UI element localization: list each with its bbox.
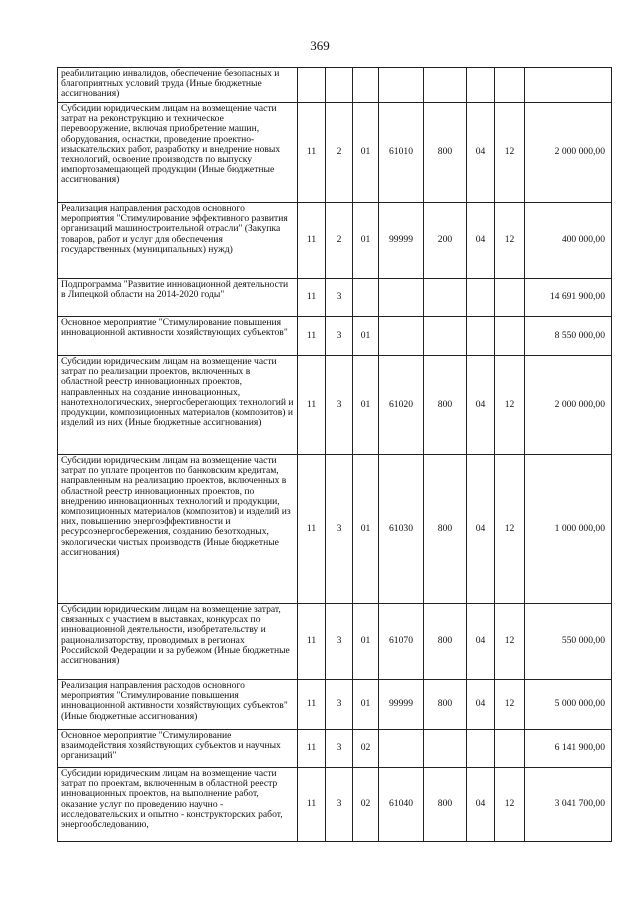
amount-cell: 550 000,00 bbox=[525, 604, 612, 680]
code-3-cell: 01 bbox=[353, 317, 379, 356]
code-5-cell bbox=[424, 279, 467, 317]
amount-cell: 6 141 900,00 bbox=[525, 730, 612, 768]
amount-cell: 5 000 000,00 bbox=[525, 680, 612, 730]
code-1-cell: 11 bbox=[298, 203, 326, 279]
code-4-cell: 99999 bbox=[379, 680, 424, 730]
code-2-cell: 3 bbox=[326, 455, 353, 604]
code-7-cell: 12 bbox=[495, 455, 525, 604]
code-5-cell bbox=[424, 730, 467, 768]
code-1-cell: 11 bbox=[298, 317, 326, 356]
budget-table bbox=[57, 67, 612, 842]
code-2-cell: 2 bbox=[326, 103, 353, 203]
code-6-cell bbox=[467, 730, 495, 768]
code-2-cell: 3 bbox=[326, 768, 353, 842]
code-6-cell: 04 bbox=[467, 455, 495, 604]
table-row bbox=[58, 604, 612, 680]
code-6-cell: 04 bbox=[467, 768, 495, 842]
code-5-cell: 800 bbox=[424, 356, 467, 455]
page-number: 369 bbox=[310, 38, 330, 53]
code-3-cell: 01 bbox=[353, 680, 379, 730]
code-2-cell bbox=[326, 68, 353, 103]
code-1-cell: 11 bbox=[298, 455, 326, 604]
code-7-cell: 12 bbox=[495, 680, 525, 730]
name-cell: Реализация направления расходов основного мероприятия "Стимулирование повышения инновационной активности хозяйствующих субъектов" (Иные бюджетные ассигнования) bbox=[58, 680, 298, 730]
table-row bbox=[58, 279, 612, 317]
code-1-cell bbox=[298, 68, 326, 103]
table-row bbox=[58, 768, 612, 842]
code-3-cell: 01 bbox=[353, 103, 379, 203]
code-5-cell: 800 bbox=[424, 103, 467, 203]
code-5-cell bbox=[424, 68, 467, 103]
table-row bbox=[58, 203, 612, 279]
code-1-cell: 11 bbox=[298, 604, 326, 680]
code-4-cell: 99999 bbox=[379, 203, 424, 279]
code-7-cell bbox=[495, 730, 525, 768]
code-7-cell: 12 bbox=[495, 356, 525, 455]
code-6-cell: 04 bbox=[467, 103, 495, 203]
code-3-cell: 01 bbox=[353, 604, 379, 680]
code-1-cell: 11 bbox=[298, 356, 326, 455]
code-3-cell bbox=[353, 68, 379, 103]
table-row bbox=[58, 455, 612, 604]
name-cell: Реализация направления расходов основного мероприятия "Стимулирование эффективного развития организаций машиностроительной отрасли" (Закупка товаров, работ и услуг для обеспечения государственных (муниципальных) нужд) bbox=[58, 203, 298, 279]
code-1-cell: 11 bbox=[298, 680, 326, 730]
code-2-cell: 3 bbox=[326, 680, 353, 730]
code-5-cell: 800 bbox=[424, 680, 467, 730]
code-1-cell: 11 bbox=[298, 279, 326, 317]
code-6-cell bbox=[467, 279, 495, 317]
code-4-cell: 61070 bbox=[379, 604, 424, 680]
code-3-cell: 02 bbox=[353, 768, 379, 842]
code-4-cell bbox=[379, 279, 424, 317]
code-1-cell: 11 bbox=[298, 730, 326, 768]
code-4-cell bbox=[379, 68, 424, 103]
code-7-cell: 12 bbox=[495, 103, 525, 203]
code-4-cell bbox=[379, 317, 424, 356]
table-row bbox=[58, 317, 612, 356]
amount-cell bbox=[525, 68, 612, 103]
amount-cell: 14 691 900,00 bbox=[525, 279, 612, 317]
table-row bbox=[58, 680, 612, 730]
code-7-cell: 12 bbox=[495, 768, 525, 842]
code-7-cell: 12 bbox=[495, 604, 525, 680]
name-cell: Субсидии юридическим лицам на возмещение затрат, связанных с участием в выставках, конкурсах по инновационной деятельности, изобретательству и рационализаторству, проводимых в регионах Российской Федерации и за рубежом (Иные бюджетные ассигнования) bbox=[58, 604, 298, 680]
code-3-cell: 01 bbox=[353, 203, 379, 279]
code-7-cell: 12 bbox=[495, 203, 525, 279]
code-2-cell: 3 bbox=[326, 730, 353, 768]
code-5-cell: 200 bbox=[424, 203, 467, 279]
name-cell: Субсидии юридическим лицам на возмещение части затрат по реализации проектов, включенных в областной реестр инновационных проектов, направленных на создание инновационных, нанотехнологических, энергосберегающих технологий и продукции, композиционных материалов (композитов) и изделий из них (Иные бюджетные ассигнования) bbox=[58, 356, 298, 455]
code-6-cell: 04 bbox=[467, 203, 495, 279]
table-row bbox=[58, 730, 612, 768]
code-6-cell bbox=[467, 68, 495, 103]
code-1-cell: 11 bbox=[298, 768, 326, 842]
code-2-cell: 2 bbox=[326, 203, 353, 279]
code-4-cell: 61010 bbox=[379, 103, 424, 203]
code-5-cell bbox=[424, 317, 467, 356]
name-cell: Субсидии юридическим лицам на возмещение части затрат по уплате процентов по банковским кредитам, направленным на реализацию проектов, включенных в областной реестр инновационных проектов, по внедрению инновационных технологий и продукции, композиционных материалов (композитов) и изделий из них, повышению энергоэффективности и ресурсоэнергосбережения, созданию безотходных, экологически чистых производств (Иные бюджетные ассигнования) bbox=[58, 455, 298, 604]
table-row bbox=[58, 103, 612, 203]
code-5-cell: 800 bbox=[424, 455, 467, 604]
table-row bbox=[58, 356, 612, 455]
code-6-cell bbox=[467, 317, 495, 356]
code-4-cell: 61020 bbox=[379, 356, 424, 455]
code-6-cell: 04 bbox=[467, 680, 495, 730]
name-cell: Основное мероприятие "Стимулирование повышения инновационной активности хозяйствующих субъектов" bbox=[58, 317, 298, 356]
table-row bbox=[58, 68, 612, 103]
code-2-cell: 3 bbox=[326, 317, 353, 356]
code-3-cell bbox=[353, 279, 379, 317]
name-cell: реабилитацию инвалидов, обеспечение безопасных и благоприятных условий труда (Иные бюджетные ассигнования) bbox=[58, 68, 298, 103]
amount-cell: 400 000,00 bbox=[525, 203, 612, 279]
name-cell: Субсидии юридическим лицам на возмещение части затрат по проектам, включенным в областной реестр инновационных проектов, на выполнение работ, оказание услуг по проведению научно - исследовательских и опытно - конструкторских работ, энергообследованию, bbox=[58, 768, 298, 842]
code-3-cell: 02 bbox=[353, 730, 379, 768]
code-2-cell: 3 bbox=[326, 279, 353, 317]
code-1-cell: 11 bbox=[298, 103, 326, 203]
code-3-cell: 01 bbox=[353, 356, 379, 455]
code-7-cell bbox=[495, 279, 525, 317]
code-7-cell bbox=[495, 317, 525, 356]
amount-cell: 8 550 000,00 bbox=[525, 317, 612, 356]
code-3-cell: 01 bbox=[353, 455, 379, 604]
code-4-cell: 61030 bbox=[379, 455, 424, 604]
code-6-cell: 04 bbox=[467, 604, 495, 680]
amount-cell: 3 041 700,00 bbox=[525, 768, 612, 842]
amount-cell: 1 000 000,00 bbox=[525, 455, 612, 604]
amount-cell: 2 000 000,00 bbox=[525, 103, 612, 203]
code-5-cell: 800 bbox=[424, 768, 467, 842]
code-5-cell: 800 bbox=[424, 604, 467, 680]
code-2-cell: 3 bbox=[326, 356, 353, 455]
code-4-cell: 61040 bbox=[379, 768, 424, 842]
code-4-cell bbox=[379, 730, 424, 768]
code-2-cell: 3 bbox=[326, 604, 353, 680]
name-cell: Основное мероприятие "Стимулирование взаимодействия хозяйствующих субъектов и научных организаций" bbox=[58, 730, 298, 768]
code-7-cell bbox=[495, 68, 525, 103]
amount-cell: 2 000 000,00 bbox=[525, 356, 612, 455]
name-cell: Подпрограмма "Развитие инновационной деятельности в Липецкой области на 2014-2020 годы" bbox=[58, 279, 298, 317]
name-cell: Субсидии юридическим лицам на возмещение части затрат на реконструкцию и техническое перевооружение, включая приобретение машин, оборудования, оснастки, проведение проектно-изыскательских работ, разработку и внедрение новых технологий, освоение производств по выпуску импортозамещающей продукции (Иные бюджетные ассигнования) bbox=[58, 103, 298, 203]
code-6-cell: 04 bbox=[467, 356, 495, 455]
